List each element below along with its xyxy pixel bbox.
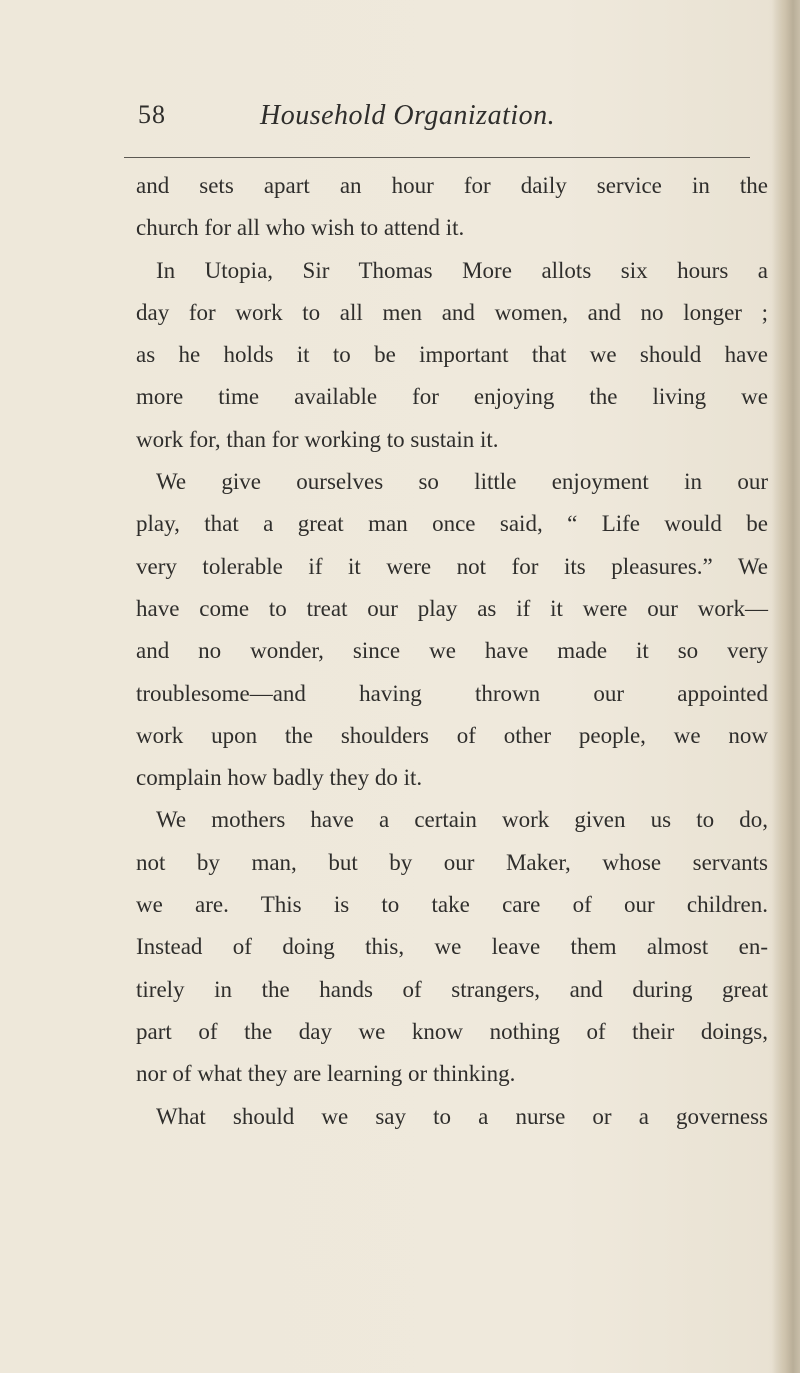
text-line: troublesome—and having thrown our appointed [136, 680, 768, 706]
text-line: Instead of doing this, we leave them almost en- [136, 934, 768, 960]
body-text [136, 165, 768, 1138]
text-line: day for work to all men and women, and no longer ; [136, 299, 768, 325]
text-line: more time available for enjoying the living we [136, 384, 768, 410]
page-number: 58 [138, 100, 166, 129]
header-rule [124, 157, 750, 158]
text-line: We give ourselves so little enjoyment in our [156, 469, 768, 495]
text-line: play, that a great man once said, “ Life would be [136, 511, 768, 537]
text-line: part of the day we know nothing of their doings, [136, 1018, 768, 1044]
text-line: and sets apart an hour for daily service in the [136, 173, 768, 198]
page-edge-shadow [772, 0, 800, 1373]
text-line: we are. This is to take care of our children. [136, 892, 768, 918]
text-line: not by man, but by our Maker, whose servants [136, 849, 768, 875]
text-line: as he holds it to be important that we should have [136, 342, 768, 368]
text-line: have come to treat our play as if it were our work— [136, 595, 768, 621]
text-line: We mothers have a certain work given us to do, [156, 807, 768, 833]
text-line: What should we say to a nurse or a governess [156, 1103, 768, 1129]
text-line: and no wonder, since we have made it so very [136, 638, 768, 664]
text-line: work upon the shoulders of other people, we now [136, 722, 768, 748]
text-line: church for all who wish to attend it. [136, 215, 465, 241]
text-line: In Utopia, Sir Thomas More allots six hours a [156, 257, 768, 283]
text-line: very tolerable if it were not for its pleasures.” We [136, 553, 768, 579]
text-line: complain how badly they do it. [136, 765, 423, 791]
text-line: tirely in the hands of strangers, and during great [136, 976, 768, 1002]
running-title: Household Organization. [260, 100, 556, 131]
page-header [138, 100, 758, 140]
text-line: nor of what they are learning or thinking. [136, 1061, 516, 1087]
text-line: work for, than for working to sustain it. [136, 426, 499, 452]
